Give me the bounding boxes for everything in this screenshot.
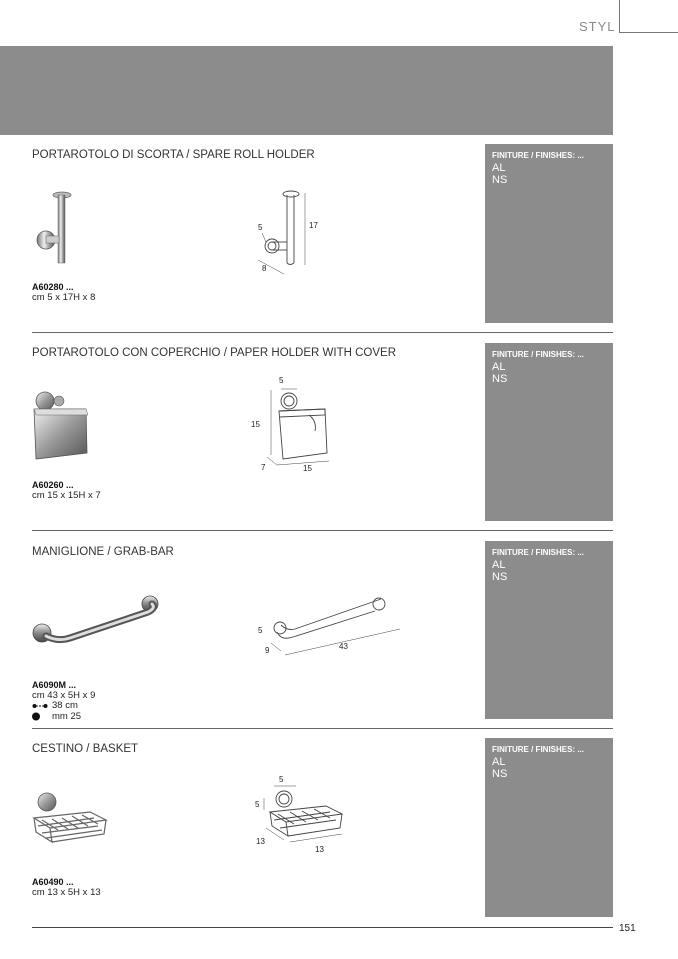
product-section-basket — [0, 736, 678, 926]
header-banner — [0, 46, 613, 135]
brand-divider-horizontal — [619, 32, 678, 33]
drawing-label: 13 — [256, 837, 265, 846]
finishes-panel — [485, 144, 613, 323]
drawing-label: 5 — [279, 775, 284, 784]
center-distance-icon — [32, 703, 48, 709]
drawing-label: 17 — [309, 221, 318, 230]
drawing-label: 7 — [261, 463, 266, 472]
finish-code: NS — [492, 571, 508, 583]
product-title: MANIGLIONE / GRAB-BAR — [32, 546, 174, 558]
product-title: CESTINO / BASKET — [32, 743, 139, 755]
finish-code: NS — [492, 373, 508, 385]
drawing-label: 5 — [258, 626, 263, 635]
product-dimensions: cm 15 x 15H x 7 — [32, 490, 101, 501]
section-divider — [32, 728, 613, 729]
product-section-grab-bar — [0, 538, 678, 728]
product-photo — [30, 788, 110, 850]
finishes-title: FINITURE / FINISHES: ... — [492, 151, 585, 160]
drawing-label: 5 — [279, 376, 284, 385]
brand-divider-vertical — [619, 0, 620, 33]
product-title: PORTAROTOLO DI SCORTA / SPARE ROLL HOLDER — [32, 149, 315, 161]
product-dimensions: cm 43 x 5H x 9 — [32, 690, 96, 701]
finishes-panel — [485, 738, 613, 917]
spec-value: 38 cm — [52, 700, 78, 711]
product-title: PORTAROTOLO CON COPERCHIO / PAPER HOLDER WITH COVER — [32, 347, 397, 359]
finish-code: NS — [492, 174, 508, 186]
product-section-paper-holder-with-cover — [0, 340, 678, 530]
finish-code: AL — [492, 162, 506, 174]
drawing-label: 5 — [258, 223, 263, 232]
page-number: 151 — [619, 923, 636, 934]
drawing-label: 8 — [262, 264, 267, 273]
finish-code: NS — [492, 768, 508, 780]
spec-value: mm 25 — [52, 711, 82, 722]
product-photo — [30, 387, 92, 465]
spec-tube-diameter — [32, 711, 81, 722]
drawing-label: 15 — [303, 464, 312, 473]
finish-code: AL — [492, 559, 506, 571]
product-code: A6090M ... — [32, 680, 77, 690]
technical-drawing — [255, 593, 405, 658]
product-code: A60490 ... — [32, 877, 74, 887]
section-divider — [32, 332, 613, 333]
drawing-label: 5 — [255, 800, 260, 809]
drawing-label: 9 — [265, 646, 270, 655]
spec-centers-distance — [32, 700, 78, 711]
section-divider — [32, 530, 613, 531]
technical-drawing — [250, 188, 330, 278]
finishes-title: FINITURE / FINISHES: ... — [492, 548, 585, 557]
product-photo — [28, 188, 78, 268]
finishes-title: FINITURE / FINISHES: ... — [492, 745, 585, 754]
product-code: A60260 ... — [32, 480, 74, 490]
drawing-label: 13 — [315, 845, 324, 854]
product-photo — [30, 594, 165, 646]
product-dimensions: cm 5 x 17H x 8 — [32, 292, 96, 303]
footer-rule — [32, 927, 613, 928]
technical-drawing — [250, 774, 355, 859]
product-dimensions: cm 13 x 5H x 13 — [32, 887, 101, 898]
brand-name: STYL — [579, 19, 616, 34]
finish-code: AL — [492, 756, 506, 768]
finishes-panel — [485, 541, 613, 719]
finish-code: AL — [492, 361, 506, 373]
product-code: A60280 ... — [32, 282, 74, 292]
diameter-icon — [32, 712, 48, 721]
drawing-label: 43 — [339, 642, 348, 651]
product-section-spare-roll-holder — [0, 143, 678, 333]
finishes-title: FINITURE / FINISHES: ... — [492, 350, 585, 359]
technical-drawing — [245, 375, 340, 475]
finishes-panel — [485, 343, 613, 521]
drawing-label: 15 — [251, 420, 260, 429]
